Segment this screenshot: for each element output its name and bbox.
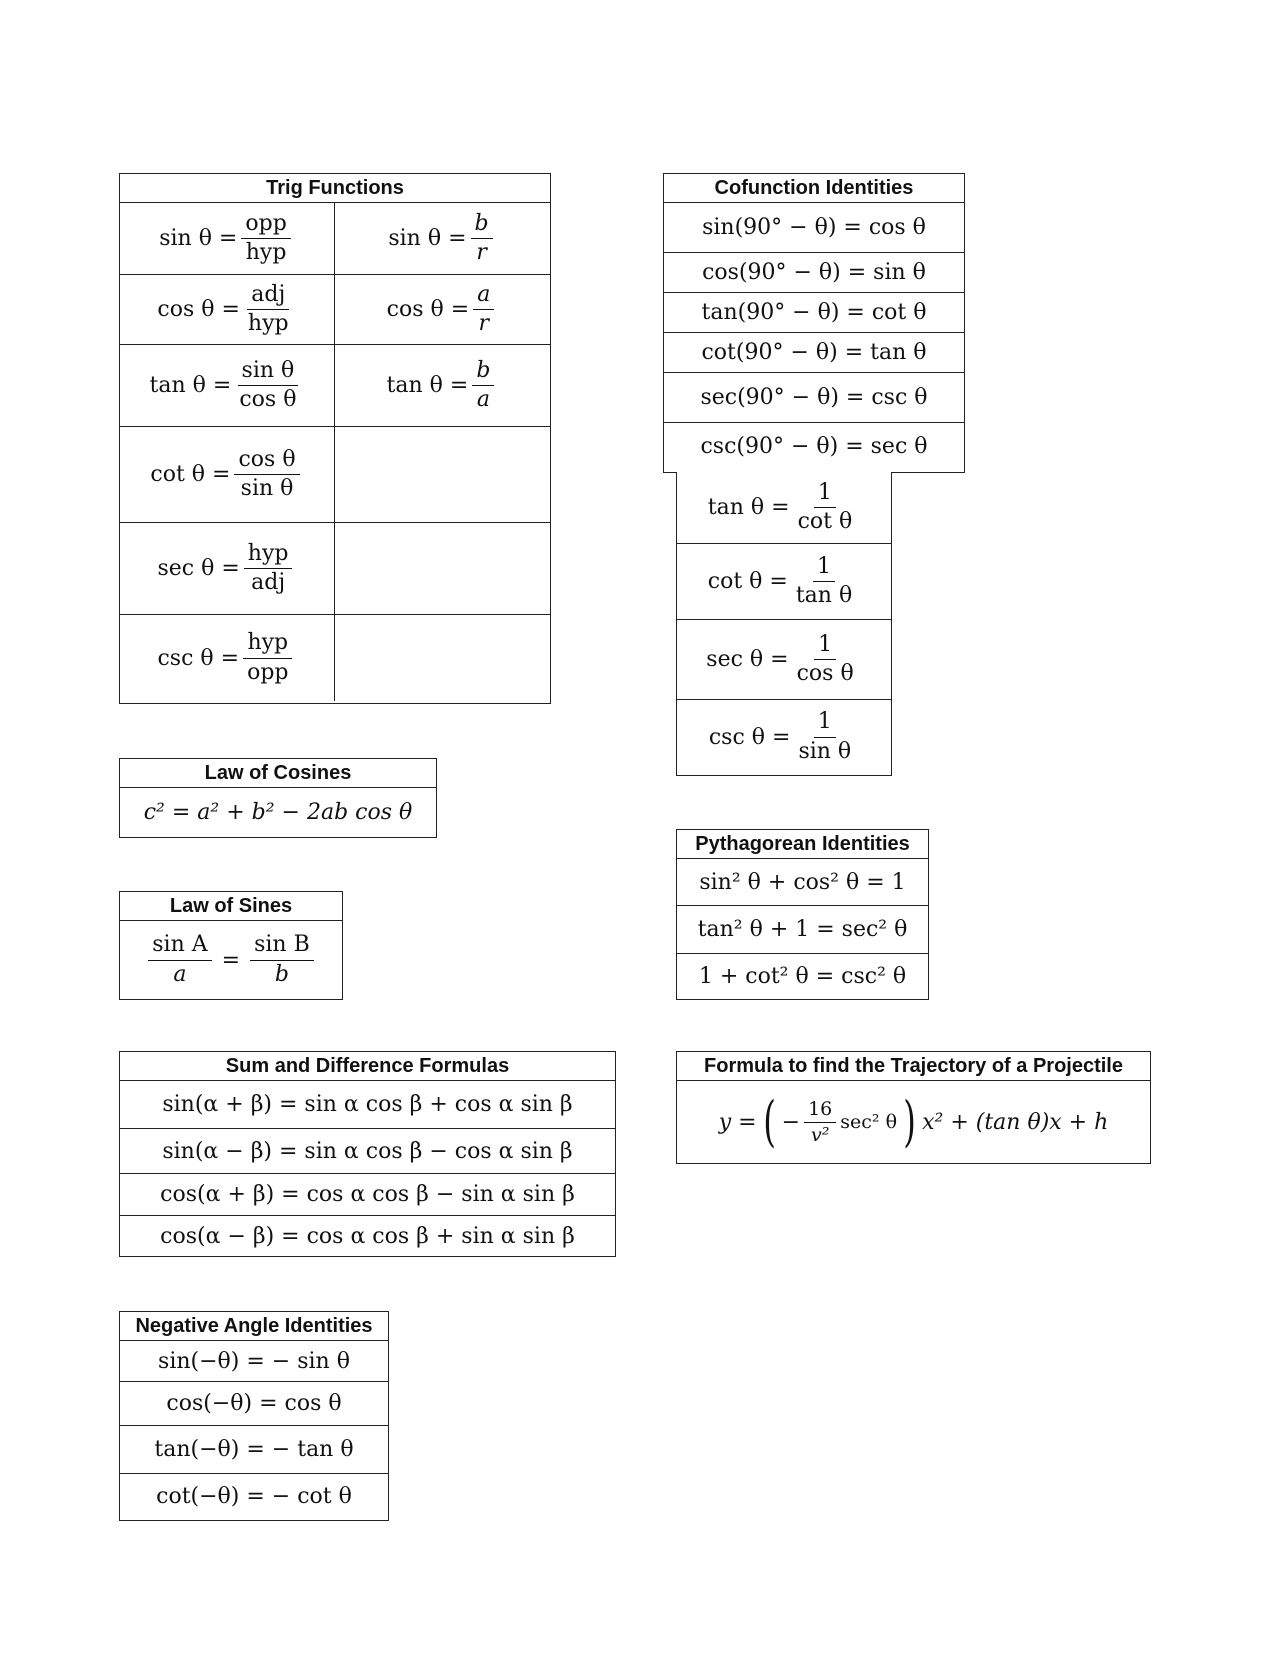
sum-difference-title: Sum and Difference Formulas: [120, 1052, 615, 1081]
negative-angle-row: cot(−θ) = − cot θ: [156, 1484, 352, 1509]
projectile-trajectory-table: [676, 1051, 1151, 1164]
cofunction-identities-table: [663, 173, 965, 473]
pythagorean-row: tan² θ + 1 = sec² θ: [677, 906, 928, 954]
negative-angle-title: Negative Angle Identities: [120, 1312, 388, 1341]
csc-ratio-cell: csc θ = $\frac{\text{hyp}}{\text{opp}}$: [120, 615, 335, 701]
sum-difference-row: sin(α + β) = sin α cos β + cos α sin β: [120, 1081, 615, 1129]
negative-angle-row: cos(−θ) = cos θ: [120, 1382, 388, 1426]
reciprocal-row: csc θ = $\frac{1}{\text{sin θ}}$: [708, 709, 852, 764]
sum-difference-row: cos(α − β) = cos α cos β + sin α sin β: [160, 1223, 575, 1249]
sum-difference-row: sin(α − β) = sin α cos β − cos α sin β: [120, 1129, 615, 1174]
cos-side-cell: cos θ = $\frac{a}{r}$: [335, 275, 550, 345]
cot-ratio-cell: cot θ = $\frac{\text{cos θ}}{\text{sin θ}}$: [120, 427, 335, 523]
projectile-title: Formula to find the Trajectory of a Projectile: [677, 1052, 1150, 1081]
projectile-formula: y = ( − $\frac{16}{\text{v²}}$ sec² θ ) x² + (tan θ)x + h: [718, 1090, 1109, 1153]
law-of-sines-table: [119, 891, 343, 1000]
law-of-sines-title: Law of Sines: [120, 892, 342, 921]
law-of-cosines-table: [119, 758, 437, 838]
negative-angle-row: sin(−θ) = − sin θ: [120, 1341, 388, 1382]
sin-side-cell: sin θ = $\frac{b}{r}$: [335, 203, 550, 275]
law-of-sines-formula: $\frac{\text{sin A}}{a}$ = $\frac{\text{sin B}}{b}$: [120, 921, 342, 999]
law-of-cosines-title: Law of Cosines: [120, 759, 436, 788]
empty-cell: [335, 523, 550, 615]
cos-ratio-cell: cos θ = $\frac{\text{adj}}{\text{hyp}}$: [120, 275, 335, 345]
reciprocal-identities-table: [676, 472, 892, 776]
empty-cell: [335, 427, 550, 523]
cofunction-row: sin(90° − θ) = cos θ: [664, 203, 964, 253]
pythagorean-row: sin² θ + cos² θ = 1: [677, 859, 928, 906]
trig-functions-table: [119, 173, 551, 704]
empty-cell: [335, 615, 550, 701]
cofunction-title: Cofunction Identities: [664, 174, 964, 203]
reciprocal-row: tan θ = $\frac{1}{\text{cot θ}}$: [677, 472, 891, 544]
sum-difference-table: [119, 1051, 616, 1257]
cofunction-row: tan(90° − θ) = cot θ: [664, 293, 964, 333]
cofunction-row: sec(90° − θ) = csc θ: [664, 373, 964, 423]
sin-ratio-cell: sin θ = $\frac{\text{opp}}{\text{hyp}}$: [120, 203, 335, 275]
cofunction-row: csc(90° − θ) = sec θ: [700, 433, 928, 459]
law-of-cosines-formula: c² = a² + b² − 2ab cos θ: [143, 800, 413, 825]
pythagorean-title: Pythagorean Identities: [677, 830, 928, 859]
reciprocal-row: cot θ = $\frac{1}{\text{tan θ}}$: [677, 544, 891, 620]
reciprocal-row: sec θ = $\frac{1}{\text{cos θ}}$: [677, 620, 891, 700]
tan-side-cell: tan θ = $\frac{b}{a}$: [335, 345, 550, 427]
tan-ratio-cell: tan θ = $\frac{\text{sin θ}}{\text{cos θ}}$: [120, 345, 335, 427]
negative-angle-row: tan(−θ) = − tan θ: [120, 1426, 388, 1474]
sec-ratio-cell: sec θ = $\frac{\text{hyp}}{\text{adj}}$: [120, 523, 335, 615]
pythagorean-identities-table: [676, 829, 929, 1000]
negative-angle-table: [119, 1311, 389, 1521]
cofunction-row: cot(90° − θ) = tan θ: [664, 333, 964, 373]
cofunction-row: cos(90° − θ) = sin θ: [664, 253, 964, 293]
trig-functions-title: Trig Functions: [120, 174, 550, 203]
pythagorean-row: 1 + cot² θ = csc² θ: [698, 964, 907, 989]
sum-difference-row: cos(α + β) = cos α cos β − sin α sin β: [120, 1174, 615, 1216]
